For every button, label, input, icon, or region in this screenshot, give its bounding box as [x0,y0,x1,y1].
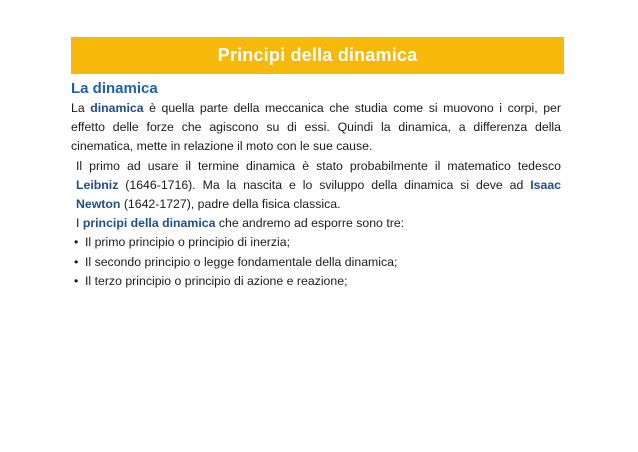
page-title: Principi della dinamica [217,45,418,65]
text-run: è quella parte della meccanica che studia come si muovono i corpi, per effetto delle forze che agiscono su di essi. Quindi la dinamica, a differenza della cinematica, mette in relazione il moto con le sue cause. [71,101,561,154]
text-run: che andremo ad esporre sono tre: [215,216,405,231]
text-run: I [76,216,83,231]
title-banner [71,37,564,74]
paragraph-intro-principles [71,214,561,233]
list-item [71,253,561,272]
bullet-icon: • [74,273,79,288]
list-item [71,272,561,291]
list-item-text: Il primo principio o principio di inerzia; [85,235,291,250]
list-item-text: Il secondo principio o legge fondamentale della dinamica; [85,254,398,269]
content-body [71,99,561,291]
text-run: Il primo ad usare il termine dinamica è stato probabilmente il matematico tedesco [76,158,561,173]
section-subtitle: La dinamica [71,80,158,97]
bullet-icon: • [74,235,79,250]
term-principi: principi della dinamica [82,216,216,231]
term-dinamica: dinamica [90,101,144,115]
term-leibniz: Leibniz [76,177,119,192]
text-run: (1646-1716). Ma la nascita e lo sviluppo della dinamica si deve ad [118,177,531,192]
paragraph-history [71,157,561,215]
principles-list [71,233,561,291]
text-run: La [71,101,91,115]
term-newton: Isaac Newton [76,177,561,212]
list-item [71,233,561,252]
list-item-text: Il terzo principio o principio di azione e reazione; [85,273,348,288]
paragraph-definition [71,99,561,157]
bullet-icon: • [74,254,79,269]
text-run: (1642-1727), padre della fisica classica. [120,197,341,212]
